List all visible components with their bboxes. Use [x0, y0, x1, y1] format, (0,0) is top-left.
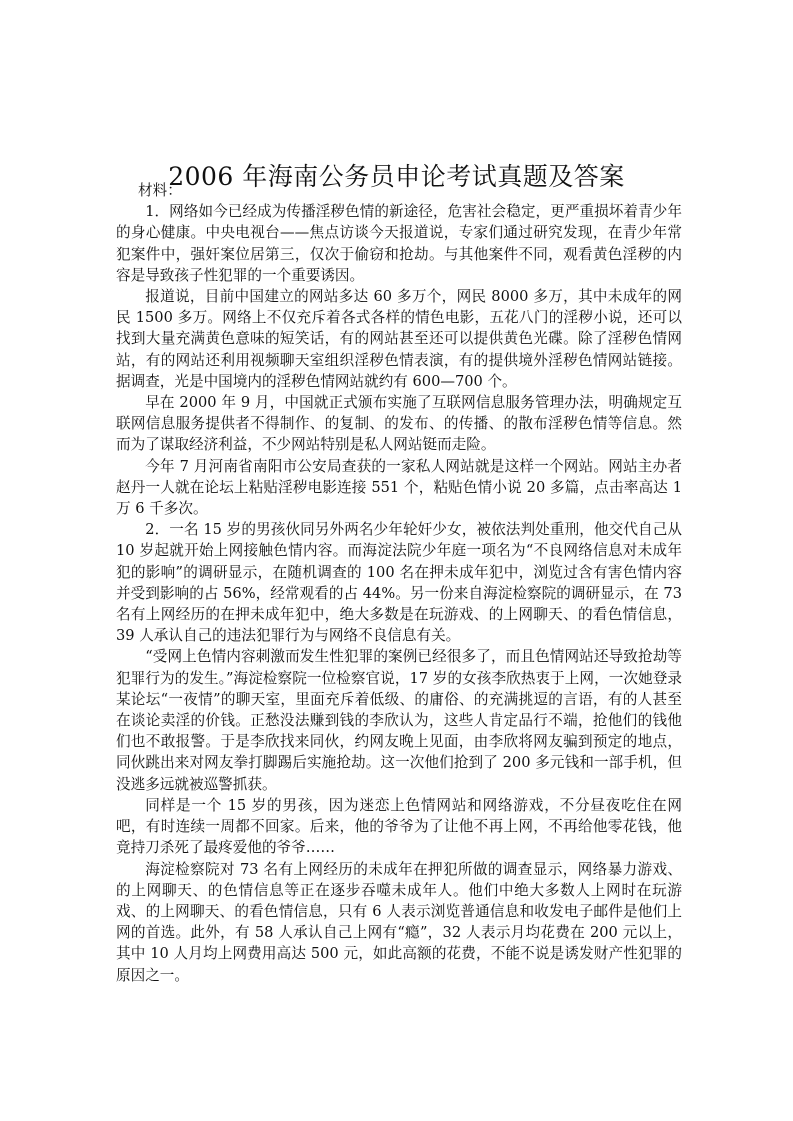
document-title: 2006 年海南公务员申论考试真题及答案: [168, 161, 625, 191]
paragraph-2: 报道说，目前中国建立的网站多达 60 多万个，网民 8000 多万，其中未成年的网民 1500 多万。网络上不仅充斥着各式各样的情色电影，五花八门的淫秽小说，还可以找到大量充满黄色意味的短笑话，有的网站甚至还可以提供黄色光碟。除了淫秽色情网站，有的网站还利用视频聊天室组织淫秽色情表演，有的提供境外淫秽色情网站链接。据调查，光是中国境内的淫秽色情网站就约有 600—700 个。: [116, 288, 682, 390]
paragraph-1: 1．网络如今已经成为传播淫秽色情的新途径，危害社会稳定，更严重损坏着青少年的身心健康。中央电视台——焦点访谈今天报道说，专家们通过研究发现，在青少年常犯案件中，强奸案位居第三，仅次于偷窃和抢劫。与其他案件不同，观看黄色淫秽的内容是导致孩子性犯罪的一个重要诱因。: [116, 203, 682, 284]
paragraph-6: “受网上色情内容刺激而发生性犯罪的案例已经很多了，而且色情网站还导致抢劫等犯罪行为的发生。”海淀检察院一位检察官说，17 岁的女孩李欣热衷于上网，一次她登录某论坛“一夜情”的聊天室，里面充斥着低级、的庸俗、的充满挑逗的言语，有的人甚至在谈论卖淫的价钱。正愁没法赚到钱的李欣认为，这些人肯定品行不端，抢他们的钱他们也不敢报警。于是李欣找来同伙，约网友晚上见面，由李欣将网友骗到预定的地点，同伙跳出来对网友拳打脚踢后实施抢劫。这一次他们抢到了 200 多元钱和一部手机，但没逃多远就被巡警抓获。: [116, 648, 682, 793]
paragraph-7: 同样是一个 15 岁的男孩，因为迷恋上色情网站和网络游戏，不分昼夜吃住在网吧，有时连续一周都不回家。后来，他的爷爷为了让他不再上网，不再给他零花钱，他竟持刀杀死了最疼爱他的爷爷……: [116, 796, 682, 857]
paragraph-8: 海淀检察院对 73 名有上网经历的未成年在押犯所做的调查显示，网络暴力游戏、的上网聊天、的色情信息等正在逐步吞噬未成年人。他们中绝大多数人上网时在玩游戏、的上网聊天、的看色情信息，只有 6 人表示浏览普通信息和收发电子邮件是他们上网的首选。此外，有 58 人承认自己上网有“瘾”，32 人表示月均花费在 200 元以上，其中 10 人月均上网费用高达 500 元，如此高额的花费，不能不说是诱发财产性犯罪的原因之一。: [116, 860, 682, 984]
paragraph-3: 早在 2000 年 9 月，中国就正式颁布实施了互联网信息服务管理办法，明确规定互联网信息服务提供者不得制作、的复制、的发布、的传播、的散布淫秽色情等信息。然而为了谋取经济利益，不少网站特别是私人网站铤而走险。: [116, 394, 682, 454]
paragraph-4: 今年 7 月河南省南阳市公安局查获的一家私人网站就是这样一个网站。网站主办者赵丹一人就在论坛上粘贴淫秽电影连接 551 个，粘贴色情小说 20 多篇，点击率高达 1 万 6 千多次。: [116, 457, 682, 518]
material-label: 材料：: [138, 182, 182, 199]
paragraph-5: 2．一名 15 岁的男孩伙同另外两名少年轮奸少女，被依法判处重刑，他交代自己从 10 岁起就开始上网接触色情内容。而海淀法院少年庭一项名为“不良网络信息对未成年犯的影响”的调研显示，在随机调查的 100 名在押未成年犯中，浏览过含有害色情内容并受到影响的占 56%，经常观看的占 44%。另一份来自海淀检察院的调研显示，在 73 名有上网经历的在押未成年犯中，绝大多数是在玩游戏、的上网聊天、的看色情信息，39 人承认自己的违法犯罪行为与网络不良信息有关。: [116, 521, 682, 645]
document-body: [116, 180, 682, 986]
